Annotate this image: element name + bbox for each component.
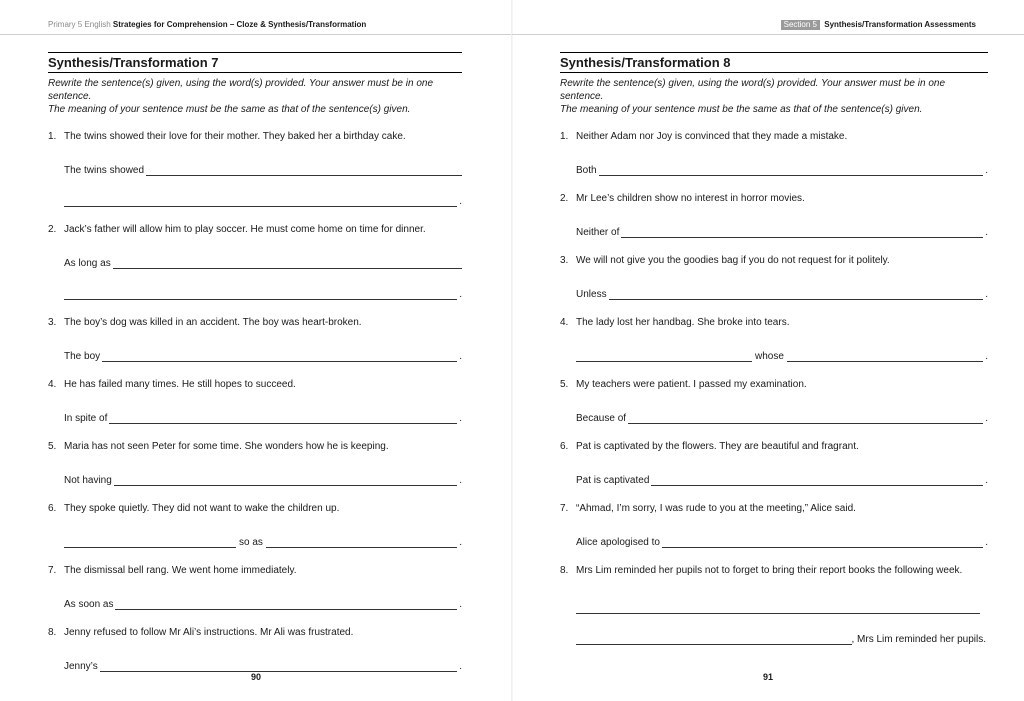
- answer-blank[interactable]: [576, 603, 980, 614]
- question-number: 1.: [560, 131, 569, 142]
- question-4: [48, 378, 462, 424]
- answer-line[interactable]: [576, 517, 988, 548]
- question-number: 3.: [560, 255, 569, 266]
- answer-blank[interactable]: [146, 165, 462, 176]
- exercise-title: Synthesis/Transformation 7: [48, 55, 462, 73]
- page-number: 91: [762, 672, 773, 682]
- question-text: Jack’s father will allow him to play soccer. He must come home on time for dinner.: [64, 224, 426, 235]
- question-number: 2.: [48, 224, 57, 235]
- full-stop: .: [985, 165, 988, 176]
- question-text: The twins showed their love for their mother. They baked her a birthday cake.: [64, 131, 406, 142]
- full-stop: .: [985, 227, 988, 238]
- answer-line[interactable]: [64, 393, 462, 424]
- answer-line[interactable]: [576, 207, 988, 238]
- answer-prompt: As soon as: [64, 599, 114, 610]
- exercise-8: [560, 52, 988, 645]
- question-1: [560, 130, 988, 176]
- answer-prompt: In spite of: [64, 413, 108, 424]
- answer-blank[interactable]: [651, 475, 983, 486]
- answer-blank[interactable]: [115, 599, 457, 610]
- answer-prompt: Jenny’s: [64, 661, 98, 672]
- question-number: 8.: [560, 565, 569, 576]
- question-text: The boy’s dog was killed in an accident. The boy was heart-broken.: [64, 317, 362, 328]
- question-text: He has failed many times. He still hopes to succeed.: [64, 379, 296, 390]
- instruction-line-2: The meaning of your sentence must be the same as that of the sentence(s) given.: [560, 104, 923, 115]
- answer-blank[interactable]: [576, 634, 852, 645]
- answer-blank[interactable]: [621, 227, 983, 238]
- answer-line[interactable]: [64, 145, 462, 176]
- full-stop: .: [459, 351, 462, 362]
- header-book-title: Strategies for Comprehension – Cloze & Synthesis/Transformation: [112, 20, 367, 29]
- answer-prompt: Because of: [576, 413, 627, 424]
- running-header-right: [781, 20, 976, 30]
- full-stop: .: [459, 599, 462, 610]
- question-text: Mrs Lim reminded her pupils not to forget to bring their report books the following week.: [576, 565, 963, 576]
- section-badge: Section 5: [781, 20, 820, 30]
- running-header-left: [48, 20, 366, 30]
- answer-line[interactable]: [64, 517, 462, 548]
- header-rule: [512, 34, 1024, 35]
- title-rule: [48, 52, 462, 53]
- full-stop: .: [459, 475, 462, 486]
- full-stop: .: [459, 413, 462, 424]
- answer-line-2[interactable]: [64, 176, 462, 207]
- question-number: 3.: [48, 317, 57, 328]
- answer-prompt: As long as: [64, 258, 111, 269]
- question-text: The lady lost her handbag. She broke into tears.: [576, 317, 790, 328]
- answer-line[interactable]: [576, 592, 988, 614]
- question-text: The dismissal bell rang. We went home immediately.: [64, 565, 297, 576]
- question-number: 8.: [48, 627, 57, 638]
- answer-prompt: Unless: [576, 289, 607, 300]
- answer-line-2[interactable]: [576, 614, 988, 645]
- question-number: 7.: [560, 503, 569, 514]
- answer-blank[interactable]: [100, 661, 457, 672]
- question-8: [560, 564, 988, 645]
- question-number: 4.: [560, 317, 569, 328]
- question-number: 2.: [560, 193, 569, 204]
- answer-prompt: whose: [755, 351, 784, 362]
- instruction-line-2: The meaning of your sentence must be the same as that of the sentence(s) given.: [48, 104, 411, 115]
- question-number: 4.: [48, 379, 57, 390]
- full-stop: .: [459, 289, 462, 300]
- question-number: 6.: [48, 503, 57, 514]
- question-3: [560, 254, 988, 300]
- question-text: “Ahmad, I’m sorry, I was rude to you at the meeting,” Alice said.: [576, 503, 856, 514]
- question-number: 5.: [560, 379, 569, 390]
- answer-line[interactable]: [64, 579, 462, 610]
- answer-blank[interactable]: [266, 537, 457, 548]
- full-stop: .: [459, 196, 462, 207]
- answer-blank[interactable]: [102, 351, 457, 362]
- question-2: [48, 223, 462, 300]
- answer-line[interactable]: [576, 331, 988, 362]
- header-section-title: Synthesis/Transformation Assessments: [824, 20, 976, 29]
- header-subject: Primary 5 English: [48, 20, 111, 29]
- question-number: 5.: [48, 441, 57, 452]
- answer-line[interactable]: [576, 393, 988, 424]
- question-4: [560, 316, 988, 362]
- answer-blank[interactable]: [64, 289, 457, 300]
- question-5: [48, 440, 462, 486]
- answer-blank[interactable]: [609, 289, 984, 300]
- answer-blank[interactable]: [114, 475, 457, 486]
- question-text: We will not give you the goodies bag if you do not request for it politely.: [576, 255, 890, 266]
- instructions: [48, 77, 462, 116]
- instructions: [560, 77, 988, 116]
- answer-line[interactable]: [64, 641, 462, 672]
- title-rule: [560, 52, 988, 53]
- question-number: 6.: [560, 441, 569, 452]
- answer-prompt: Neither of: [576, 227, 620, 238]
- question-text: Pat is captivated by the flowers. They are beautiful and fragrant.: [576, 441, 859, 452]
- question-number: 7.: [48, 565, 57, 576]
- answer-line[interactable]: [576, 269, 988, 300]
- answer-line[interactable]: [576, 455, 988, 486]
- page-number: 90: [250, 672, 261, 682]
- full-stop: .: [985, 289, 988, 300]
- header-rule: [0, 34, 512, 35]
- answer-line[interactable]: [576, 145, 988, 176]
- answer-prompt: Both: [576, 165, 597, 176]
- answer-line[interactable]: [64, 455, 462, 486]
- full-stop: .: [985, 351, 988, 362]
- answer-prompt: The twins showed: [64, 165, 145, 176]
- answer-blank[interactable]: [787, 351, 983, 362]
- answer-blank[interactable]: [64, 196, 457, 207]
- answer-blank[interactable]: [109, 413, 457, 424]
- answer-prompt: so as: [239, 537, 263, 548]
- question-6: [560, 440, 988, 486]
- question-text: Mr Lee’s children show no interest in horror movies.: [576, 193, 805, 204]
- answer-line[interactable]: [64, 238, 462, 269]
- full-stop: .: [985, 475, 988, 486]
- page-91: [512, 0, 1024, 701]
- answer-blank[interactable]: [628, 413, 983, 424]
- exercise-7: [48, 52, 462, 672]
- answer-prompt: The boy: [64, 351, 101, 362]
- question-text: Jenny refused to follow Mr Ali’s instructions. Mr Ali was frustrated.: [64, 627, 354, 638]
- answer-prompt: , Mrs Lim reminded her pupils.: [851, 634, 986, 645]
- instruction-line-1: Rewrite the sentence(s) given, using the word(s) provided. Your answer must be in one sentence.: [48, 78, 434, 102]
- answer-prompt: Alice apologised to: [576, 537, 660, 548]
- full-stop: .: [985, 537, 988, 548]
- answer-prompt: Not having: [64, 475, 112, 486]
- question-1: [48, 130, 462, 207]
- question-5: [560, 378, 988, 424]
- question-2: [560, 192, 988, 238]
- question-7: [48, 564, 462, 610]
- answer-blank[interactable]: [64, 537, 236, 548]
- full-stop: .: [985, 413, 988, 424]
- question-8: [48, 626, 462, 672]
- question-text: They spoke quietly. They did not want to wake the children up.: [64, 503, 340, 514]
- exercise-title: Synthesis/Transformation 8: [560, 55, 988, 73]
- answer-prompt: Pat is captivated: [576, 475, 650, 486]
- answer-blank[interactable]: [113, 258, 462, 269]
- answer-blank[interactable]: [576, 351, 752, 362]
- question-text: Neither Adam nor Joy is convinced that they made a mistake.: [576, 131, 848, 142]
- question-number: 1.: [48, 131, 57, 142]
- question-3: [48, 316, 462, 362]
- question-text: My teachers were patient. I passed my examination.: [576, 379, 807, 390]
- full-stop: .: [459, 537, 462, 548]
- answer-line-2[interactable]: [64, 269, 462, 300]
- instruction-line-1: Rewrite the sentence(s) given, using the word(s) provided. Your answer must be in one sentence.: [560, 78, 946, 102]
- answer-blank[interactable]: [662, 537, 983, 548]
- question-6: [48, 502, 462, 548]
- question-7: [560, 502, 988, 548]
- question-text: Maria has not seen Peter for some time. She wonders how he is keeping.: [64, 441, 389, 452]
- full-stop: .: [459, 661, 462, 672]
- answer-line[interactable]: [64, 331, 462, 362]
- answer-blank[interactable]: [599, 165, 984, 176]
